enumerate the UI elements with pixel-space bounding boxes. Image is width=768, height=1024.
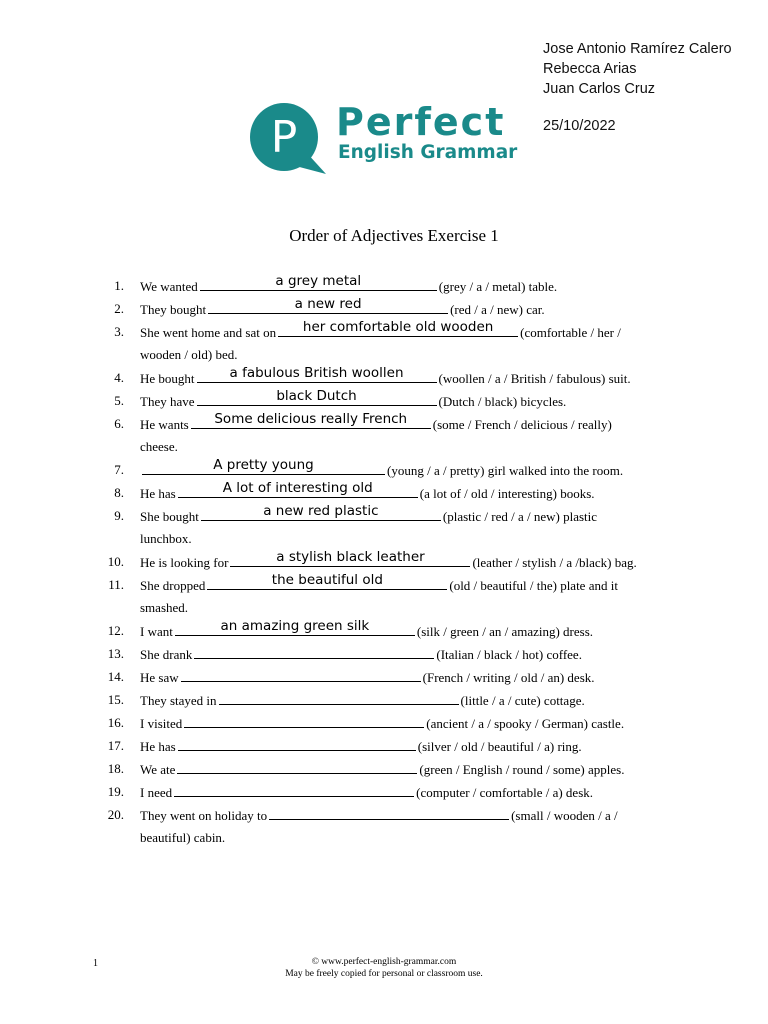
logo-word: Perfect (336, 100, 506, 144)
sentence-start: I visited (140, 716, 183, 731)
sentence-start: She went home and sat on (140, 325, 277, 340)
exercise-number: 18. (107, 761, 124, 776)
word-hint: (Italian / black / hot) coffee. (436, 647, 582, 662)
exercise-sentence (140, 480, 595, 502)
word-hint: (grey / a / metal) table. (438, 279, 558, 294)
word-hint: (small / wooden / a / (511, 808, 618, 823)
word-hint: (ancient / a / spooky / German) castle. (426, 716, 625, 731)
exercise-number: 14. (107, 669, 124, 684)
word-hint: (plastic / red / a / new) plastic (442, 509, 598, 524)
handwritten-answer: her comfortable old wooden (302, 319, 494, 335)
handwritten-answer: A lot of interesting old (222, 480, 373, 496)
sentence-start: We wanted (140, 279, 198, 294)
handwritten-answer: a grey metal (275, 273, 362, 289)
answer-blank[interactable] (207, 572, 447, 590)
word-hint: (comfortable / her / (520, 325, 621, 340)
word-hint: (green / English / round / some) apples. (419, 762, 625, 777)
exercise-sentence (140, 319, 621, 341)
exercise-sentence (140, 273, 558, 295)
word-hint: (a lot of / old / interesting) books. (419, 486, 595, 501)
exercise-number: 1. (114, 278, 124, 293)
word-hint: (woollen / a / British / fabulous) suit. (438, 371, 631, 386)
sentence-start: They went on holiday to (140, 808, 268, 823)
sentence-start: She bought (140, 509, 199, 524)
exercise-sentence (140, 784, 593, 801)
copyright: © www.perfect-english-grammar.com (311, 957, 457, 967)
handwritten-answer: the beautiful old (271, 572, 383, 588)
footer (0, 956, 768, 980)
exercise-number: 3. (114, 324, 124, 339)
answer-blank[interactable] (208, 296, 448, 314)
exercise-title: Order of Adjectives Exercise 1 (289, 226, 499, 245)
handwritten-answer: A pretty young (213, 457, 314, 473)
word-hint: (computer / comfortable / a) desk. (416, 785, 594, 800)
answer-blank[interactable] (178, 738, 416, 751)
answer-blank[interactable] (177, 761, 417, 774)
sentence-continuation: cheese. (140, 439, 178, 454)
exercise-number: 6. (114, 416, 124, 431)
answer-blank[interactable] (142, 457, 385, 475)
handwritten-answer: Some delicious really French (214, 411, 408, 427)
exercise-sentence (140, 549, 637, 571)
exercise-number: 4. (114, 370, 124, 385)
handwritten-answer: a stylish black leather (276, 549, 425, 565)
answer-blank[interactable] (269, 807, 509, 820)
sentence-start: I need (140, 785, 173, 800)
exercise-number: 15. (107, 692, 124, 707)
sentence-start: He has (140, 486, 176, 501)
answer-blank[interactable] (197, 365, 437, 383)
sentence-start: She dropped (140, 578, 206, 593)
page-number: 1 (93, 958, 98, 969)
exercise-sentence (140, 365, 631, 387)
logo-subtitle: English Grammar (338, 142, 518, 163)
word-hint: (silver / old / beautiful / a) ring. (417, 739, 582, 754)
word-hint: (old / beautiful / the) plate and it (449, 578, 618, 593)
exercise-number: 12. (107, 623, 124, 638)
sentence-start: They have (140, 394, 195, 409)
exercise-number: 5. (114, 393, 124, 408)
sentence-start: He wants (140, 417, 189, 432)
sentence-start: They bought (140, 302, 207, 317)
exercise-sentence (140, 411, 612, 433)
exercise-number: 9. (114, 508, 124, 523)
sentence-start: He saw (140, 670, 179, 685)
student-name: Jose Antonio Ramírez Calero (543, 41, 732, 57)
answer-blank[interactable] (181, 669, 421, 682)
exercise-sentence (140, 738, 582, 755)
exercise-sentence (140, 761, 624, 778)
sentence-start: He has (140, 739, 176, 754)
handwritten-answer: a new red (294, 296, 362, 312)
sentence-start: They stayed in (140, 693, 217, 708)
word-hint: (red / a / new) car. (450, 302, 545, 317)
answer-blank[interactable] (197, 388, 437, 406)
answer-blank[interactable] (184, 715, 424, 728)
logo-letter: P (270, 112, 298, 163)
exercise-sentence (140, 669, 595, 686)
usage-note: May be freely copied for personal or classroom use. (285, 969, 483, 979)
answer-blank[interactable] (201, 503, 441, 521)
exercise-number: 16. (107, 715, 124, 730)
answer-blank[interactable] (230, 549, 470, 567)
exercise-sentence (140, 388, 567, 410)
exercise-sentence (140, 572, 618, 594)
word-hint: (some / French / delicious / really) (432, 417, 612, 432)
handwritten-answer: a new red plastic (263, 503, 379, 519)
answer-blank[interactable] (178, 480, 418, 498)
word-hint: (Dutch / black) bicycles. (438, 394, 567, 409)
handwritten-answer: black Dutch (276, 388, 357, 404)
exercise-sentence (140, 807, 618, 824)
exercise-sentence (140, 715, 624, 732)
exercise-number: 13. (107, 646, 124, 661)
word-hint: (leather / stylish / a /black) bag. (472, 555, 637, 570)
answer-blank[interactable] (200, 273, 437, 291)
word-hint: (silk / green / an / amazing) dress. (416, 624, 594, 639)
answer-blank[interactable] (175, 618, 415, 636)
exercise-sentence (140, 646, 582, 663)
student-name: Rebecca Arias (543, 61, 637, 77)
word-hint: (French / writing / old / an) desk. (422, 670, 595, 685)
exercise-number: 2. (114, 301, 124, 316)
handwritten-answer: a fabulous British woollen (229, 365, 404, 381)
exercise-number: 20. (107, 807, 124, 822)
exercise-number: 17. (107, 738, 124, 753)
sentence-continuation: lunchbox. (140, 531, 192, 546)
sentence-start: He bought (140, 371, 195, 386)
exercise-sentence (140, 618, 594, 640)
answer-blank[interactable] (191, 411, 431, 429)
sentence-start: I want (140, 624, 173, 639)
exercise-number: 11. (108, 577, 124, 592)
handwritten-answer: an amazing green silk (220, 618, 370, 634)
answer-blank[interactable] (174, 784, 414, 797)
sentence-continuation: smashed. (140, 600, 189, 615)
answer-blank[interactable] (194, 646, 434, 659)
exercise-sentence (140, 457, 624, 479)
exercise-sentence (140, 503, 598, 525)
exercise-number: 10. (107, 554, 124, 569)
word-hint: (young / a / pretty) girl walked into the room. (387, 463, 624, 478)
sentence-start: He is looking for (140, 555, 229, 570)
sentence-start: She drank (140, 647, 193, 662)
exercise-sentence (140, 692, 585, 709)
student-name: Juan Carlos Cruz (543, 81, 656, 97)
date: 25/10/2022 (543, 118, 616, 134)
sentence-continuation: beautiful) cabin. (140, 830, 226, 845)
exercise-number: 19. (107, 784, 124, 799)
word-hint: (little / a / cute) cottage. (460, 693, 585, 708)
answer-blank[interactable] (219, 692, 459, 705)
sentence-start: We ate (140, 762, 176, 777)
sentence-continuation: wooden / old) bed. (140, 347, 238, 362)
exercise-number: 8. (114, 485, 124, 500)
exercise-sentence (140, 296, 545, 318)
exercise-number: 7. (114, 462, 124, 477)
answer-blank[interactable] (278, 319, 518, 337)
